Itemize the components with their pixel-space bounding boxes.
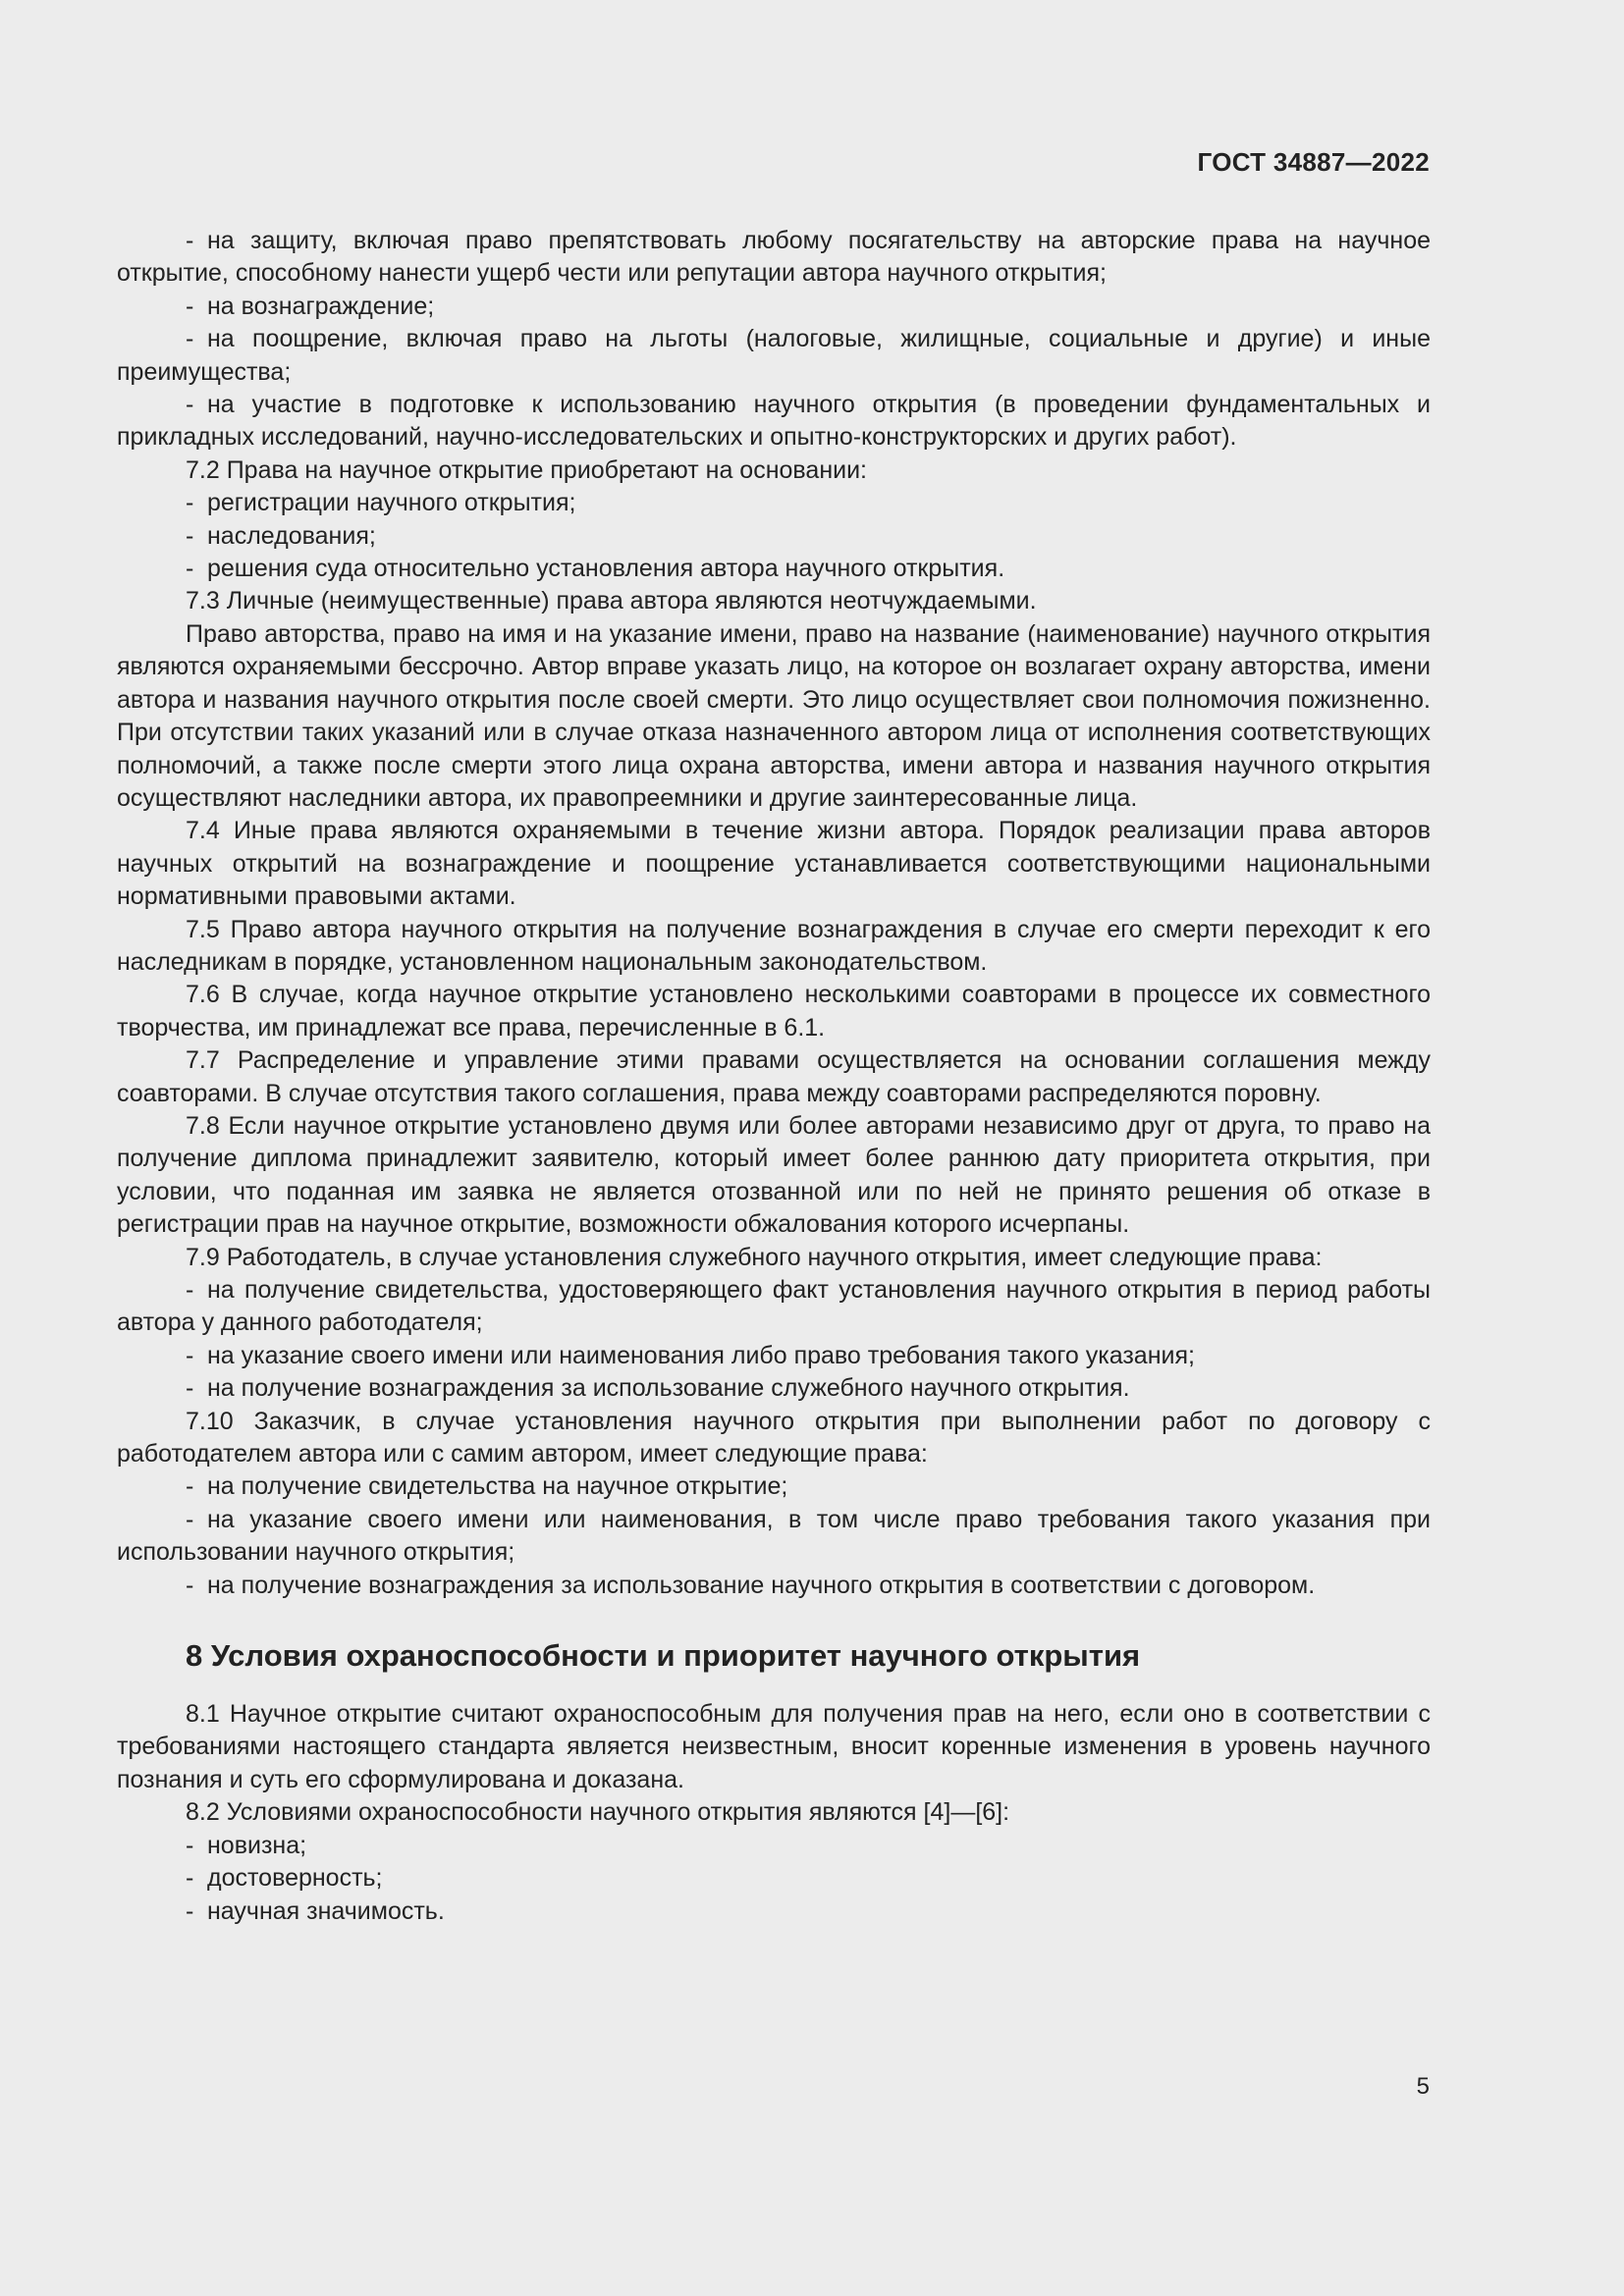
list-item xyxy=(117,291,1431,323)
list-item-text: на указание своего имени или наименования, в том числе право требования такого указания при использовании научного открытия; xyxy=(117,1505,1431,1567)
list-dash-marker: - xyxy=(186,227,194,254)
list-item xyxy=(117,1570,1431,1602)
list-item xyxy=(117,1504,1431,1570)
list-item-text: на получение свидетельства, удостоверяющего факт установления научного открытия в период работы автора у данного работодателя; xyxy=(117,1276,1431,1337)
list-item-text: на вознаграждение; xyxy=(207,292,435,320)
page-number: 5 xyxy=(1416,2073,1430,2100)
paragraph: 7.6 В случае, когда научное открытие установлено несколькими соавторами в процессе их совместного творчества, им принадлежат все права, перечисленные в 6.1. xyxy=(117,981,1431,1041)
paragraph: 7.2 Права на научное открытие приобретают на основании: xyxy=(186,455,868,484)
list-item xyxy=(117,389,1431,454)
list-dash-marker: - xyxy=(186,391,194,419)
list-dash-marker: - xyxy=(186,1472,194,1501)
list-item xyxy=(117,1372,1431,1405)
list-item xyxy=(117,1274,1431,1340)
list-item-text: достоверность; xyxy=(207,1864,383,1893)
paragraph: 7.9 Работодатель, в случае установления служебного научного открытия, имеет следующие права: xyxy=(186,1243,1323,1271)
list-dash-marker: - xyxy=(186,1276,194,1304)
list-item xyxy=(117,1470,1431,1503)
list-item-text: решения суда относительно установления автора научного открытия. xyxy=(207,555,1005,583)
list-item xyxy=(117,487,1431,519)
list-item-text: на получение вознаграждения за использование служебного научного открытия. xyxy=(207,1374,1130,1403)
list-item xyxy=(117,1830,1431,1862)
list-item xyxy=(117,1340,1431,1372)
list-item-text: на указание своего имени или наименования либо право требования такого указания; xyxy=(207,1341,1195,1369)
list-item xyxy=(117,323,1431,389)
list-dash-marker: - xyxy=(186,1505,194,1533)
list-dash-marker: - xyxy=(186,1571,194,1599)
list-dash-marker: - xyxy=(186,325,194,353)
list-dash-marker: - xyxy=(186,1896,194,1925)
list-item-text: на защиту, включая право препятствовать любому посягательству на авторские права на научное открытие, способному нанести ущерб чести или репутации автора научного открытия; xyxy=(117,227,1431,288)
paragraph: 7.5 Право автора научного открытия на получение вознаграждения в случае его смерти переходит к его наследникам в порядке, установленном национальным законодательством. xyxy=(117,915,1431,976)
document-body xyxy=(117,225,1431,1928)
list-dash-marker: - xyxy=(186,521,194,550)
list-item-text: на получение свидетельства на научное открытие; xyxy=(207,1472,788,1501)
list-item xyxy=(117,1896,1431,1928)
paragraph: 7.7 Распределение и управление этими правами осуществляется на основании соглашения между соавторами. В случае отсутствия такого соглашения, права между соавторами распределяются поровну. xyxy=(117,1046,1431,1107)
list-dash-marker: - xyxy=(186,1864,194,1893)
list-dash-marker: - xyxy=(186,1831,194,1859)
list-item xyxy=(117,520,1431,553)
list-item-text: наследования; xyxy=(207,521,376,550)
section-heading: 8 Условия охраноспособности и приоритет научного открытия xyxy=(186,1638,1141,1674)
paragraph: 7.10 Заказчик, в случае установления научного открытия при выполнении работ по договору с работодателем автора или с самим автором, имеет следующие права: xyxy=(117,1407,1431,1468)
paragraph: 8.1 Научное открытие считают охраноспособным для получения прав на него, если оно в соответствии с требованиями настоящего стандарта является неизвестным, вносит коренные изменения в уровень научного познания и суть его сформулирована и доказана. xyxy=(117,1700,1431,1793)
list-item xyxy=(117,553,1431,585)
list-item-text: регистрации научного открытия; xyxy=(207,489,576,517)
paragraph: 7.3 Личные (неимущественные) права автора являются неотчуждаемыми. xyxy=(186,587,1037,615)
list-dash-marker: - xyxy=(186,292,194,320)
list-item xyxy=(117,1862,1431,1895)
list-item-text: научная значимость. xyxy=(207,1896,445,1925)
list-item-text: на поощрение, включая право на льготы (налоговые, жилищные, социальные и другие) и иные преимущества; xyxy=(117,325,1431,386)
list-item-text: на участие в подготовке к использованию научного открытия (в проведении фундаментальных и прикладных исследований, научно-исследовательских и опытно-конструкторских и других работ). xyxy=(117,391,1431,452)
list-dash-marker: - xyxy=(186,555,194,583)
list-item-text: на получение вознаграждения за использование научного открытия в соответствии с договором. xyxy=(207,1571,1316,1599)
paragraph: 8.2 Условиями охраноспособности научного открытия являются [4]—[6]: xyxy=(186,1798,1010,1827)
paragraph: 7.8 Если научное открытие установлено двумя или более авторами независимо друг от друга, то право на получение диплома принадлежит заявителю, который имеет более раннюю дату приоритета открытия, при условии, что поданная им заявка не является отозванной или по ней не принято решения об отказе в регистрации прав на научное открытие, возможности обжалования которого исчерпаны. xyxy=(117,1111,1431,1239)
list-item xyxy=(117,225,1431,291)
paragraph: Право авторства, право на имя и на указание имени, право на название (наименование) научного открытия являются охраняемыми бессрочно. Автор вправе указать лицо, на которое он возлагает охрану авторства, имени автора и названия научного открытия после своей смерти. Это лицо осуществляет свои полномочия пожизненно. При отсутствии таких указаний или в случае отказа назначенного автором лица от исполнения соответствующих полномочий, а также после смерти этого лица охрана авторства, имени автора и названия научного открытия осуществляют наследники автора, их правопреемники и другие заинтересованные лица. xyxy=(117,619,1431,812)
list-dash-marker: - xyxy=(186,489,194,517)
paragraph: 7.4 Иные права являются охраняемыми в течение жизни автора. Порядок реализации права авторов научных открытий на вознаграждение и поощрение устанавливается соответствующими национальными нормативными правовыми актами. xyxy=(117,817,1431,911)
list-dash-marker: - xyxy=(186,1374,194,1403)
list-item-text: новизна; xyxy=(207,1831,307,1859)
document-header-standard-number: ГОСТ 34887—2022 xyxy=(1197,147,1430,177)
list-dash-marker: - xyxy=(186,1341,194,1369)
